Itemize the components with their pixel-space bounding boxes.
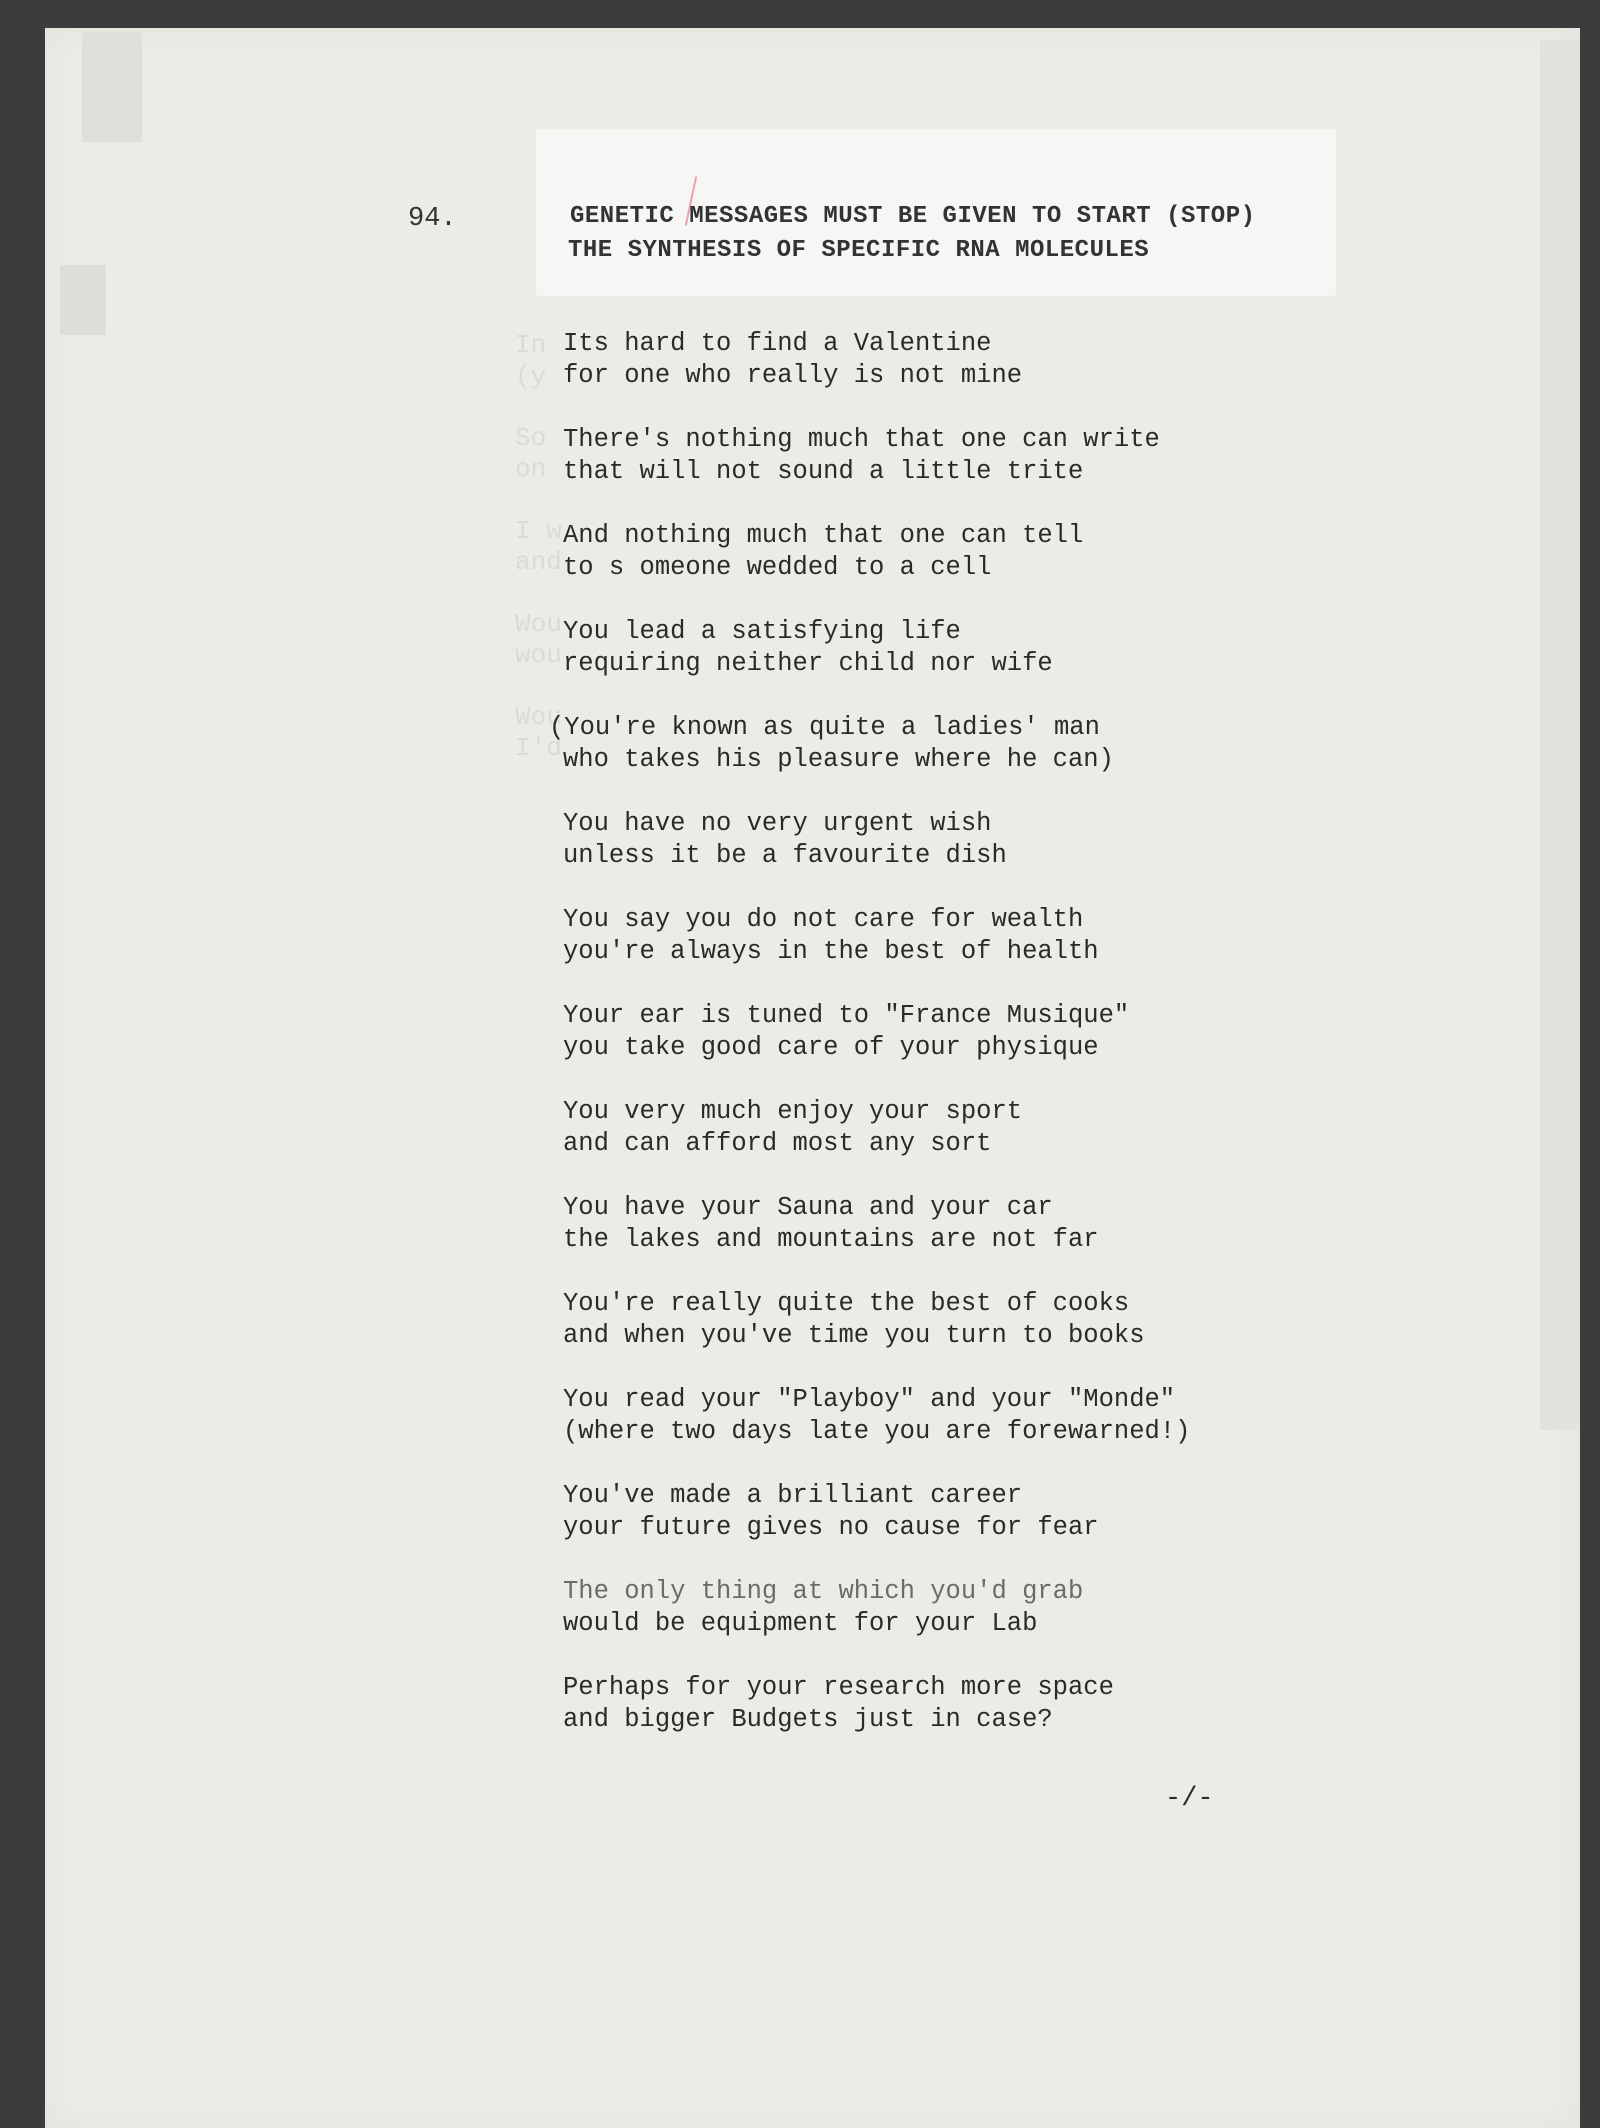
poem-line: (You're known as quite a ladies' man — [549, 713, 1100, 742]
poem-line: (where two days late you are forewarned!) — [563, 1417, 1191, 1446]
title-line-2: THE SYNTHESIS OF SPECIFIC RNA MOLECULES — [568, 237, 1150, 264]
stanza — [563, 1192, 1190, 1256]
stanza — [563, 808, 1190, 872]
stanza — [563, 520, 1190, 584]
continuation-mark: -/- — [1165, 1784, 1214, 1814]
poem-line: the lakes and mountains are not far — [563, 1225, 1099, 1254]
poem-line: that will not sound a little trite — [563, 457, 1084, 486]
poem-line: You've made a brilliant career — [563, 1481, 1023, 1510]
poem-line: You have no very urgent wish — [563, 809, 992, 838]
stanza — [563, 328, 1190, 392]
stanza — [563, 1672, 1190, 1736]
poem-line: requiring neither child nor wife — [563, 649, 1053, 678]
poem-line: You're really quite the best of cooks — [563, 1289, 1130, 1318]
title-line-1: GENETIC MESSAGES MUST BE GIVEN TO START (STOP) — [570, 203, 1256, 230]
stanza — [563, 1000, 1190, 1064]
stanza — [549, 712, 1190, 776]
poem-line: unless it be a favourite dish — [563, 841, 1007, 870]
poem-line: And nothing much that one can tell — [563, 521, 1084, 550]
poem-line: You have your Sauna and your car — [563, 1193, 1053, 1222]
page-number: 94. — [408, 204, 457, 234]
poem-line: you take good care of your physique — [563, 1033, 1099, 1062]
page-title — [570, 200, 1256, 268]
stanza — [563, 424, 1190, 488]
poem-line: you're always in the best of health — [563, 937, 1099, 966]
poem-line: would be equipment for your Lab — [563, 1609, 1038, 1638]
poem-line: Your ear is tuned to "France Musique" — [563, 1001, 1130, 1030]
poem-line: your future gives no cause for fear — [563, 1513, 1099, 1542]
tape-piece — [82, 32, 142, 142]
poem-line: You read your "Playboy" and your "Monde" — [563, 1385, 1176, 1414]
poem — [549, 328, 1191, 1768]
poem-line: Perhaps for your research more space — [563, 1673, 1114, 1702]
back-sheet-edge — [1540, 40, 1580, 1430]
poem-line: and when you've time you turn to books — [563, 1321, 1145, 1350]
poem-line: Its hard to find a Valentine — [563, 329, 992, 358]
tape-piece — [60, 265, 106, 335]
stanza — [563, 1576, 1190, 1640]
stanza — [563, 904, 1190, 968]
poem-line: and can afford most any sort — [563, 1129, 992, 1158]
stanza — [563, 1288, 1190, 1352]
poem-line: You lead a satisfying life — [563, 617, 961, 646]
poem-line: There's nothing much that one can write — [563, 425, 1160, 454]
stanza — [563, 1480, 1190, 1544]
stanza — [563, 1384, 1190, 1448]
poem-line: You say you do not care for wealth — [563, 905, 1084, 934]
poem-line: The only thing at which you'd grab — [563, 1577, 1084, 1606]
stanza — [563, 1096, 1190, 1160]
poem-line: and bigger Budgets just in case? — [563, 1705, 1053, 1734]
poem-line: for one who really is not mine — [563, 361, 1023, 390]
poem-line: You very much enjoy your sport — [563, 1097, 1023, 1126]
poem-line: who takes his pleasure where he can) — [563, 745, 1114, 774]
poem-line: to s omeone wedded to a cell — [563, 553, 992, 582]
stanza — [563, 616, 1190, 680]
